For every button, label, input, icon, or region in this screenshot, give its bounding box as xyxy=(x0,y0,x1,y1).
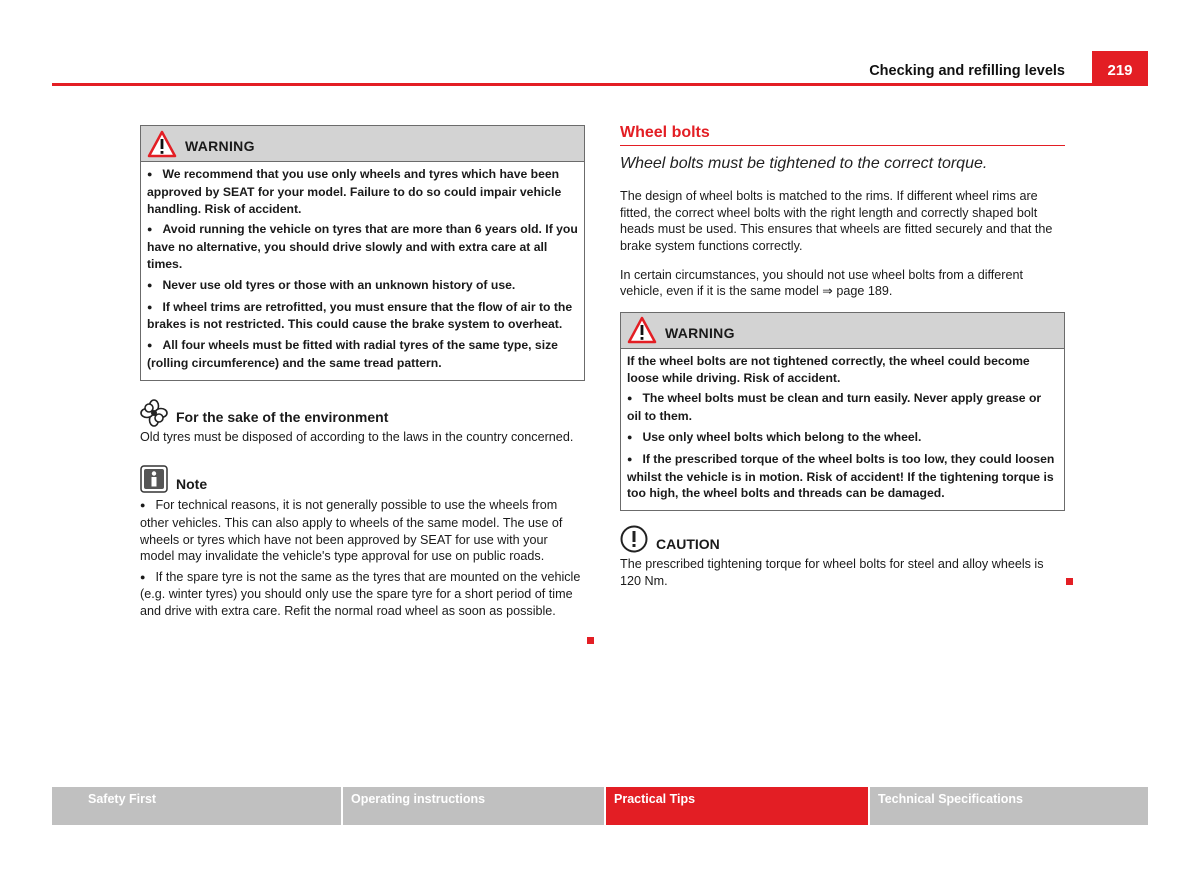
caution-text: The prescribed tightening torque for wheel bolts for steel and alloy wheels is 120 Nm. xyxy=(620,557,1044,588)
section-heading: Wheel bolts xyxy=(620,125,1065,146)
warning-item: ● Use only wheel bolts which belong to the wheel. xyxy=(627,429,1058,447)
note-title: Note xyxy=(176,475,208,492)
warning-triangle-icon xyxy=(627,316,657,344)
warning-header xyxy=(621,313,1064,349)
section-subheading: Wheel bolts must be tightened to the correct torque. xyxy=(620,154,988,172)
warning-title: WARNING xyxy=(665,324,735,341)
warning-body xyxy=(141,162,584,380)
warning-box xyxy=(140,125,585,381)
end-marker xyxy=(587,637,594,644)
caution-title: CAUTION xyxy=(656,535,720,552)
caution-header xyxy=(620,525,1065,553)
footer-tab-safety-first[interactable]: Safety First xyxy=(52,787,341,825)
footer-tab-technical-specifications[interactable]: Technical Specifications xyxy=(870,787,1148,825)
info-icon xyxy=(140,465,168,493)
warning-item: ● Avoid running the vehicle on tyres that are more than 6 years old. If you have no alternative, you should drive slowly and with extra care at all times. xyxy=(147,221,578,272)
paragraph: In certain circumstances, you should not use wheel bolts from a different vehicle, even if it is the same model ⇒ page 189. xyxy=(620,267,1023,299)
warning-triangle-icon xyxy=(147,130,177,158)
end-marker xyxy=(1066,578,1073,585)
environment-header xyxy=(140,399,585,427)
environment-text: Old tyres must be disposed of according to the laws in the country concerned. xyxy=(140,429,574,444)
environment-title: For the sake of the environment xyxy=(176,409,389,426)
header-rule xyxy=(52,83,1148,86)
body-paragraphs xyxy=(620,188,1065,300)
warning-item: ● The wheel bolts must be clean and turn easily. Never apply grease or oil to them. xyxy=(627,390,1058,425)
flower-icon xyxy=(140,399,168,427)
warning-title: WARNING xyxy=(185,138,255,155)
note-item: ● If the spare tyre is not the same as the tyres that are mounted on the vehicle (e.g. winter tyres) you should only use the spare tyre for a short period of time and drive with extra care. Refit the normal road wheel as soon as possible. xyxy=(140,569,585,620)
warning-item: ● We recommend that you use only wheels and tyres which have been approved by SEAT for your model. Failure to do so could impair vehicle handling. Risk of accident. xyxy=(147,166,578,217)
warning-item: ● Never use old tyres or those with an unknown history of use. xyxy=(147,277,578,295)
note-item: ● For technical reasons, it is not generally possible to use the wheels from other vehicles. This can also apply to wheels of the same model. The use of wheels or tyres which have not been approved by SEAT for use with your model may invalidate the vehicle's type approval for use on public roads. xyxy=(140,497,585,564)
paragraph: The design of wheel bolts is matched to the rims. If different wheel rims are fitted, the correct wheel bolts with the right length and correctly shaped bolt heads must be used. This ensures that wheels are fitted securely and that the brake system functions correctly. xyxy=(620,189,1053,253)
warning-header xyxy=(141,126,584,162)
environment-body xyxy=(140,429,585,446)
page-number: 219 xyxy=(1092,51,1148,85)
warning-item: ● All four wheels must be fitted with radial tyres of the same type, size (rolling circumference) and the same tread pattern. xyxy=(147,337,578,372)
right-column xyxy=(620,125,1065,593)
exclamation-circle-icon xyxy=(620,525,648,553)
note-body xyxy=(140,497,585,619)
caution-body xyxy=(620,556,1065,589)
warning-item: ● If wheel trims are retrofitted, you must ensure that the flow of air to the brakes is not restricted. This could cause the brake system to overheat. xyxy=(147,299,578,334)
warning-item: ● If the prescribed torque of the wheel bolts is too low, they could loosen whilst the vehicle is in motion. Risk of accident! If the tightening torque is too high, the wheel bolts and threads can be damaged. xyxy=(627,451,1058,502)
warning-body xyxy=(621,349,1064,510)
warning-intro: If the wheel bolts are not tightened correctly, the wheel could become loose while driving. Risk of accident. xyxy=(627,353,1030,385)
section-title: Checking and refilling levels xyxy=(869,63,1065,79)
note-header xyxy=(140,465,585,493)
footer-tab-practical-tips[interactable]: Practical Tips xyxy=(606,787,868,825)
left-column xyxy=(140,125,585,624)
footer-tab-operating-instructions[interactable]: Operating instructions xyxy=(343,787,604,825)
warning-box xyxy=(620,312,1065,511)
